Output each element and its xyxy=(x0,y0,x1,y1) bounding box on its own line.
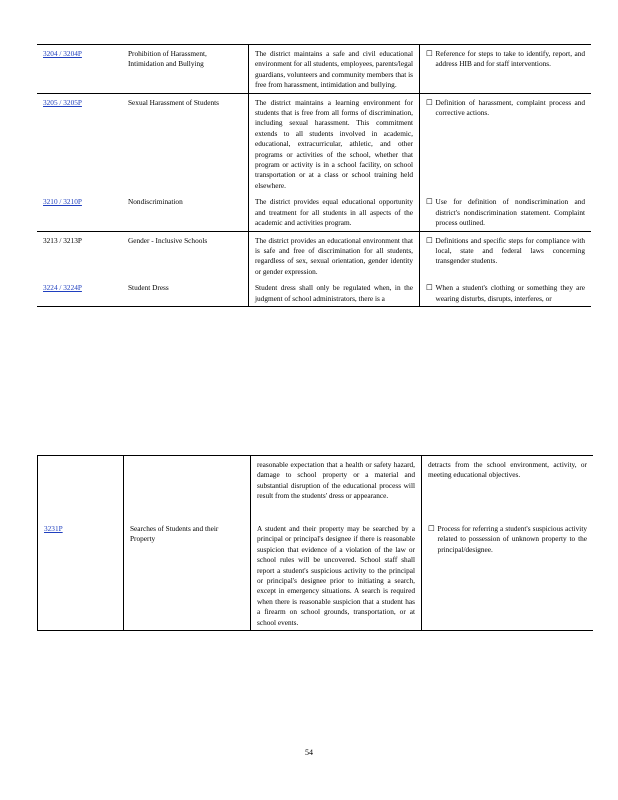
policy-code-cell xyxy=(38,520,124,631)
table-row xyxy=(37,279,591,306)
checkbox-bullet-icon: ☐ xyxy=(428,524,435,533)
policy-code-text: 3213 / 3213P xyxy=(43,235,82,245)
policy-description: Student dress shall only be regulated when, in the judgment of school administrators, there is a xyxy=(249,279,420,306)
policy-description: The district provides equal educational opportunity and treatment for all students in all aspects of the academic and activities program. xyxy=(249,193,420,231)
policy-title: Prohibition of Harassment, Intimidation and Bullying xyxy=(122,45,249,94)
policy-description: A student and their property may be searched by a principal or principal's designee if there is reasonable suspicion that evidence of a violation of the law or school rules will be uncovered. School staff shall report a student's suspicious activity to the principal or principal's designee prior to initiating a search, except in emergency situations. A search is required when there is reasonable suspicion that a student has a firearm on school grounds, transportation, or at school events. xyxy=(251,520,422,631)
policy-notes: When a student's clothing or something they are wearing disturbs, disrupts, interferes, or xyxy=(435,283,585,303)
table-row xyxy=(37,45,591,94)
policy-description: The district maintains a safe and civil educational environment for all students, employees, parents/legal guardians, volunteers and community members that is free from harassment, intimidation and bullying. xyxy=(249,45,420,94)
policy-notes-cell xyxy=(420,279,592,306)
checkbox-bullet-icon: ☐ xyxy=(426,97,433,107)
policy-notes-cell xyxy=(420,193,592,231)
checkbox-bullet-icon: ☐ xyxy=(426,235,433,245)
policy-notes: Reference for steps to take to identify, report, and address HIB and for staff interventions. xyxy=(435,49,585,69)
policy-description: The district provides an educational environment that is safe and free of discrimination for all students, regardless of sex, sexual orientation, gender identity or gender expression. xyxy=(249,231,420,279)
policy-code-cell xyxy=(37,45,122,94)
table-row xyxy=(38,456,594,521)
policy-table xyxy=(37,44,591,307)
policy-title: Gender - Inclusive Schools xyxy=(122,231,249,279)
policy-code-cell xyxy=(37,93,122,193)
page-number: 54 xyxy=(305,748,313,757)
policy-table-continued xyxy=(37,455,593,631)
policy-code-link[interactable]: 3231P xyxy=(44,524,63,533)
policy-notes: Use for definition of nondiscrimination and district's nondiscrimination statement. Complaint process outlined. xyxy=(435,197,585,228)
policy-notes: detracts from the school environment, activity, or meeting educational objectives. xyxy=(422,456,594,521)
policy-notes-cell xyxy=(422,520,594,631)
table-row xyxy=(37,231,591,279)
policy-notes-cell xyxy=(420,45,592,94)
policy-description: The district maintains a learning environment for students that is free from all forms of discrimination, including sexual harassment. This commitment extends to all students involved in academic, educational, extracurricular, athletic, and other programs or activities of the school, whether that program or activity is in a school facility, on school transportation or at a class or school training held elsewhere. xyxy=(249,93,420,193)
policy-code-cell xyxy=(37,279,122,306)
policy-notes: Process for referring a student's suspicious activity related to possession of unknown property to the principal/designee. xyxy=(437,524,587,554)
policy-title: Nondiscrimination xyxy=(122,193,249,231)
policy-notes-cell xyxy=(420,93,592,193)
checkbox-bullet-icon: ☐ xyxy=(426,283,433,293)
policy-description: reasonable expectation that a health or safety hazard, damage to school property or a material and substantial disruption of the educational process will result from the students' dress or appearance. xyxy=(251,456,422,521)
policy-code-cell xyxy=(37,193,122,231)
policy-code-cell xyxy=(38,456,124,521)
policy-code-cell xyxy=(37,231,122,279)
checkbox-bullet-icon: ☐ xyxy=(426,49,433,58)
policy-notes: Definitions and specific steps for compliance with local, state and federal laws concerning transgender students. xyxy=(435,235,585,266)
table-row xyxy=(37,93,591,193)
table-row xyxy=(37,193,591,231)
policy-title: Searches of Students and their Property xyxy=(124,520,251,631)
policy-title xyxy=(124,456,251,521)
checkbox-bullet-icon: ☐ xyxy=(426,197,433,207)
policy-code-link[interactable]: 3205 / 3205P xyxy=(43,97,82,107)
policy-notes-cell xyxy=(420,231,592,279)
policy-code-link[interactable]: 3210 / 3210P xyxy=(43,197,82,207)
table-row xyxy=(38,520,594,631)
policy-code-link[interactable]: 3224 / 3224P xyxy=(43,283,82,293)
policy-code-link[interactable]: 3204 / 3204P xyxy=(43,49,82,58)
policy-notes: Definition of harassment, complaint process and corrective actions. xyxy=(435,97,585,118)
policy-title: Student Dress xyxy=(122,279,249,306)
policy-title: Sexual Harassment of Students xyxy=(122,93,249,193)
